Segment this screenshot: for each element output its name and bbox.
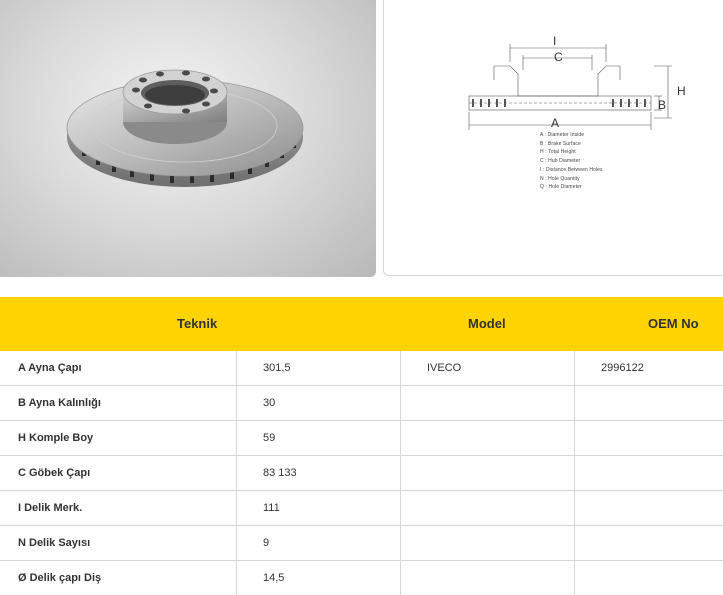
technical-drawing — [383, 0, 723, 276]
legend-item: A : Diameter Inside — [540, 132, 585, 138]
legend-item: I : Distance Between Holes — [540, 166, 603, 173]
row-model — [400, 456, 574, 490]
row-model — [400, 561, 574, 595]
row-value: 111 — [236, 491, 400, 525]
row-label: I Delik Merk. — [18, 502, 83, 514]
row-oem — [574, 456, 723, 490]
row-value: 9 — [236, 526, 400, 560]
row-oem — [574, 561, 723, 595]
row-model — [400, 386, 574, 420]
product-photo — [0, 0, 376, 277]
row-label: A Ayna Çapı — [18, 362, 82, 374]
brake-disc-image — [0, 0, 376, 277]
row-model: IVECO — [400, 351, 574, 385]
row-value: 83 133 — [236, 456, 400, 490]
spec-table — [0, 351, 723, 595]
row-value: 59 — [236, 421, 400, 455]
legend-item: N : Hole Quantity — [540, 175, 580, 182]
dim-label-c: C — [554, 50, 563, 64]
header-oem-no: OEM No — [648, 316, 699, 331]
spec-table-header — [0, 297, 723, 351]
header-model: Model — [468, 316, 506, 331]
row-oem — [574, 421, 723, 455]
row-oem — [574, 491, 723, 525]
row-label: B Ayna Kalınlığı — [18, 397, 101, 409]
row-model — [400, 526, 574, 560]
row-value: 301,5 — [236, 351, 400, 385]
table-row — [0, 351, 723, 386]
row-oem — [574, 386, 723, 420]
dimension-legend — [540, 131, 603, 192]
row-label: H Komple Boy — [18, 432, 94, 444]
header-teknik: Teknik — [177, 316, 218, 331]
dim-label-a: A — [551, 116, 560, 130]
table-row — [0, 386, 723, 421]
dim-label-i: I — [553, 34, 557, 48]
row-label: N Delik Sayısı — [18, 537, 91, 549]
table-row — [0, 561, 723, 595]
legend-item: H : Total Height — [540, 149, 576, 156]
legend-item: C : Hub Diameter — [540, 158, 581, 165]
row-oem — [574, 526, 723, 560]
table-row — [0, 421, 723, 456]
row-value: 30 — [236, 386, 400, 420]
table-row — [0, 491, 723, 526]
dim-label-b: B — [658, 98, 667, 112]
dim-label-h: H — [677, 84, 686, 98]
row-model — [400, 421, 574, 455]
row-model — [400, 491, 574, 525]
row-value: 14,5 — [236, 561, 400, 595]
row-label: Ø Delik çapı Diş — [18, 572, 102, 584]
table-row — [0, 526, 723, 561]
legend-item: Q : Hole Diameter — [540, 184, 582, 191]
table-row — [0, 456, 723, 491]
row-oem: 2996122 — [574, 351, 723, 385]
row-label: C Göbek Çapı — [18, 467, 91, 479]
legend-item: B : Brake Surface — [540, 140, 581, 147]
